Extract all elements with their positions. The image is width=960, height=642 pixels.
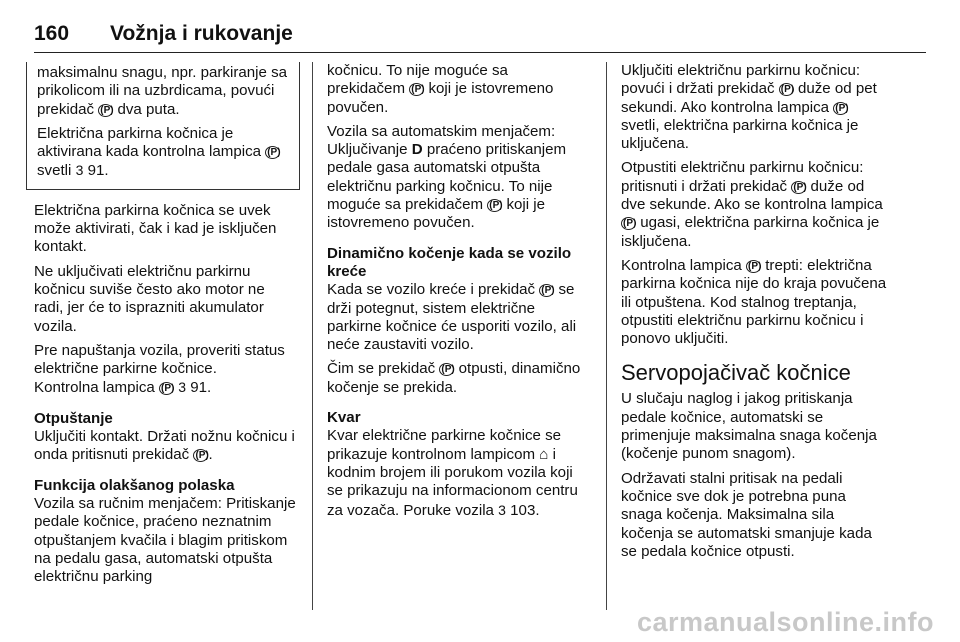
section-heading: Funkcija olakšanog polaska — [34, 476, 235, 494]
paragraph: Vozila sa ručnim menjačem: Pritiskanje pedale kočnice, praćeno neznatnim otpuštanjem kvačila i blagim pritiskom na pedalu gasa, automatski otpušta električnu parking — [34, 494, 296, 586]
brake-switch-icon: (P) — [541, 285, 555, 297]
paragraph: maksimalnu snagu, npr. parkiranje sa prikolicom ili na uzbrdicama, povući prekidač (P) dva puta. — [37, 64, 288, 118]
brake-switch-icon: (P) — [489, 200, 503, 212]
brake-switch-icon: (P) — [100, 104, 114, 116]
paragraph: Električna parkirna kočnica je aktivirana kada kontrolna lampica (P) svetli 3 91. — [37, 124, 281, 180]
watermark: carmanualsonline.info — [636, 607, 934, 637]
paragraph: Održavati stalni pritisak na pedali kočnice sve dok je potrebna puna snaga kočenja. Maksimalna sila kočenja se automatski smanjuje kada se pedala kočnice otpusti. — [621, 469, 872, 560]
page-header — [34, 18, 926, 53]
section-heading: Otpuštanje — [34, 409, 113, 427]
column-divider — [312, 62, 313, 610]
brake-lamp-icon: (P) — [623, 218, 637, 230]
reference-arrow-icon: 3 — [498, 501, 506, 518]
paragraph: Električna parkirna kočnica se uvek može aktivirati, čak i kad je isključen kontakt. — [34, 201, 277, 256]
paragraph: Kontrolna lampica (P) trepti: električna parkirna kočnica nije do kraja povučena ili otpuštena. Kod stalnog treptanja, otpustiti električnu parkirnu kočnicu i ponovo uključiti. — [621, 256, 887, 348]
warning-lamp-icon: ⌂ — [539, 445, 549, 463]
paragraph: U slučaju naglog i jakog pritiskanja pedale kočnice, automatski se primenjuje maksimalna snaga kočenja (kočenje punom snagom). — [621, 390, 877, 463]
paragraph: kočnicu. To nije moguće sa prekidačem (P) koji je istovremeno povučen. — [327, 62, 554, 116]
section-title: Servopojačivač kočnice — [621, 360, 851, 386]
brake-lamp-icon: (P) — [748, 260, 762, 272]
paragraph: Kvar električne parkirne kočnice se prikazuje kontrolnom lampicom ⌂ i kodnim brojem ili porukom vozila koji se prikazuju na informacionom centru za vozača. Poruke vozila 3 103. — [327, 427, 578, 519]
brake-lamp-icon: (P) — [835, 102, 849, 114]
brake-switch-icon: (P) — [267, 147, 281, 159]
column-2 — [327, 62, 589, 526]
brake-switch-icon: (P) — [441, 364, 455, 376]
column-1 — [34, 62, 296, 592]
brake-switch-icon: (P) — [411, 84, 425, 96]
paragraph: Uključiti kontakt. Držati nožnu kočnicu i onda pritisnuti prekidač (P). — [34, 428, 295, 464]
brake-switch-icon: (P) — [780, 84, 795, 96]
paragraph: Čim se prekidač (P) otpusti, dinamično kočenje se prekida. — [327, 360, 581, 396]
page-number: 160 — [34, 22, 70, 45]
paragraph: Pre napuštanja vozila, proveriti status električne parkirne kočnice. Kontrolna lampica (P) 3 91. — [34, 341, 285, 397]
section-heading: Dinamično kočenje kada se vozilo kreće — [327, 244, 572, 280]
brake-switch-icon: (P) — [195, 450, 209, 462]
brake-switch-icon: (P) — [793, 181, 807, 193]
section-heading: Kvar — [327, 409, 361, 427]
reference-arrow-icon: 3 — [75, 162, 84, 179]
paragraph: Vozila sa automatskim menjačem: Uključivanje D praćeno pritiskanjem pedale gasa automatski otpušta električnu parking kočnicu. To nije moguće sa prekidačem (P) koji je istovremeno povučen. — [327, 122, 567, 232]
paragraph: Otpustiti električnu parkirnu kočnicu: pritisnuti i držati prekidač (P) duže od dve sekunde. Ako se kontrolna lampica (P) ugasi, električna parkirna kočnica je isključena. — [621, 159, 883, 250]
reference-arrow-icon: 3 — [178, 379, 187, 396]
paragraph: Ne uključivati električnu parkirnu kočnicu suviše često ako motor ne radi, jer će to isprazniti akumulator vozila. — [34, 262, 265, 335]
paragraph: Kada se vozilo kreće i prekidač (P) se drži potegnut, sistem električne parkirne kočnice će usporiti vozilo, ali neće zaustaviti vozilo. — [327, 281, 577, 354]
column-3 — [621, 62, 887, 567]
note-box — [26, 62, 300, 190]
brake-lamp-icon: (P) — [161, 383, 175, 395]
column-divider — [606, 62, 607, 610]
paragraph: Uključiti električnu parkirnu kočnicu: povući i držati prekidač (P) duže od pet sekundi. Ako kontrolna lampica (P) svetli, električna parkirna kočnica je uključena. — [621, 62, 877, 153]
chapter-title: Vožnja i rukovanje — [110, 22, 293, 45]
